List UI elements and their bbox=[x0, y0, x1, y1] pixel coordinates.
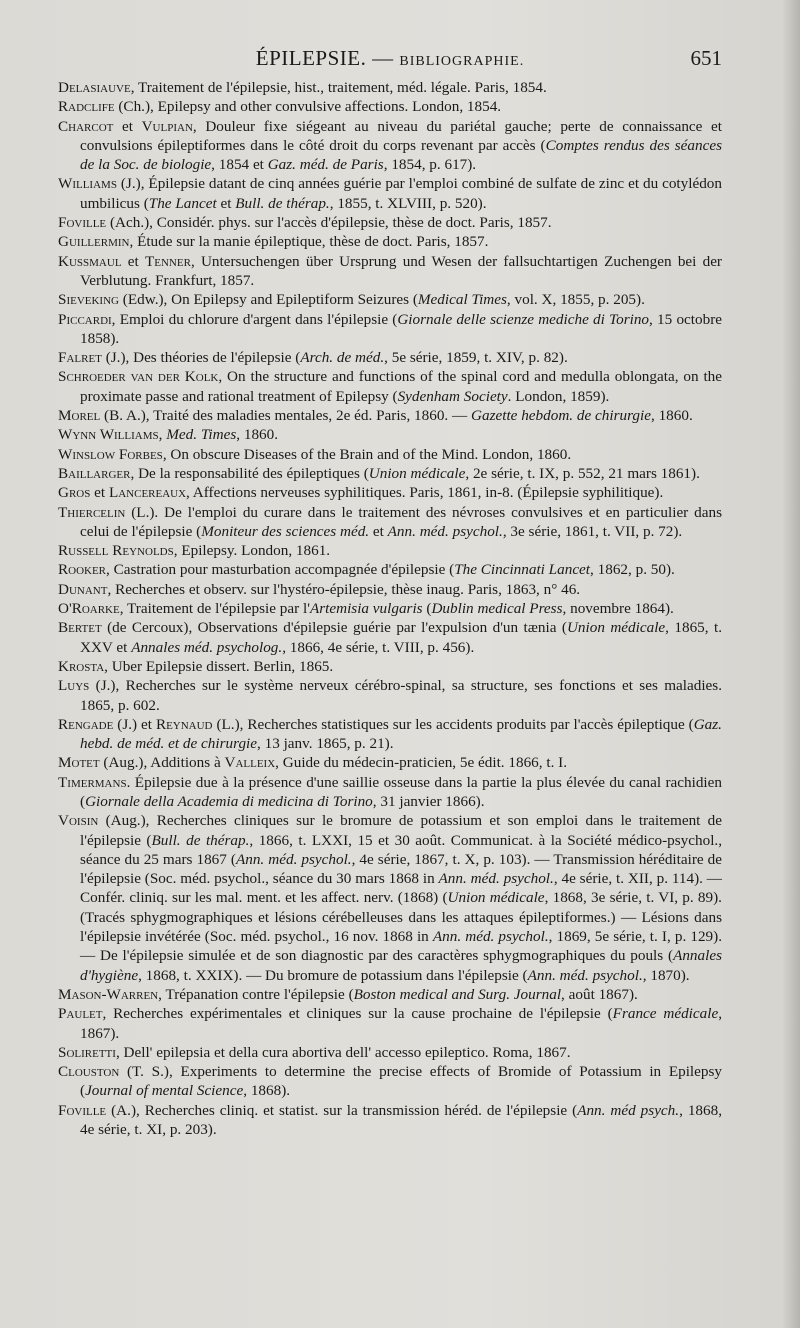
header-subtitle: BIBLIOGRAPHIE. bbox=[399, 54, 525, 69]
bibliography-entry bbox=[58, 1043, 722, 1062]
entry-text: , novembre 1864). bbox=[562, 600, 674, 618]
entry-text: (Ch.), Epilepsy and other convulsive affections. London, 1854. bbox=[114, 98, 502, 116]
bibliography-entry bbox=[58, 773, 722, 812]
entry-author: Piccardi bbox=[58, 310, 112, 328]
entry-text: (J.), Des théories de l'épilepsie ( bbox=[101, 349, 301, 367]
entry-source-title: Gaz. hebd. de méd. et de chirurgie bbox=[80, 715, 722, 753]
entry-text: , 1862, p. 50). bbox=[590, 561, 675, 579]
bibliography-entry bbox=[58, 406, 722, 425]
entry-text: , De la responsabilité des épileptiques ( bbox=[130, 464, 369, 482]
entry-text: (J.), Épilepsie datant de cinq années guérie par l'emploi combiné de sulfate de zinc et du cotylédon umbilicus ( bbox=[80, 175, 722, 212]
entry-text: (A.), Recherches cliniq. et statist. sur la transmission héréd. de l'épilepsie ( bbox=[106, 1101, 578, 1119]
entry-author: Vulpian bbox=[141, 117, 193, 135]
entry-source-title: Union médicale bbox=[566, 619, 666, 637]
entry-text: (L.), Recherches statistiques sur les accidents produits par l'accès épileptique ( bbox=[212, 715, 694, 733]
entry-text: , Douleur fixe siégeant au niveau du pariétal gauche; perte de connaissance et convulsions épileptiformes dans le côté droit du corps revenant par accès ( bbox=[80, 117, 722, 154]
entry-text: , 13 janv. 1865, p. 21). bbox=[257, 735, 394, 753]
entry-author: Motet bbox=[58, 754, 100, 772]
bibliography-entry bbox=[58, 425, 722, 444]
bibliography-entry bbox=[58, 1062, 722, 1101]
entry-source-title: Giornale delle scienze mediche di Torino bbox=[397, 310, 650, 328]
entry-source-title: Ann. méd. psychol. bbox=[235, 850, 352, 868]
entry-author: O'Roarke bbox=[58, 600, 120, 618]
bibliography-entry bbox=[58, 580, 722, 599]
bibliography-entry bbox=[58, 97, 722, 116]
entry-text: , 1865, t. XXV et bbox=[80, 619, 722, 656]
entry-text: , 15 octobre 1858). bbox=[80, 310, 722, 347]
entry-author: Foville bbox=[58, 1101, 107, 1119]
entry-source-title: The Cincinnati Lancet bbox=[454, 561, 591, 579]
entry-author: Morel bbox=[58, 407, 101, 425]
entry-text: , 1860. bbox=[650, 407, 693, 425]
bibliography-entry bbox=[58, 464, 722, 483]
entry-text: , 31 janvier 1866). bbox=[372, 792, 485, 810]
entry-source-title: France médicale bbox=[612, 1005, 719, 1023]
bibliography-entry bbox=[58, 753, 722, 772]
bibliography-entry bbox=[58, 657, 722, 676]
entry-source-title: Sydenham Society bbox=[397, 387, 508, 405]
entry-author: Charcot bbox=[58, 117, 114, 135]
entry-author: Schroeder van der Kolk bbox=[58, 368, 219, 386]
entry-text: (Edw.), On Epilepsy and Epileptiform Seizures ( bbox=[119, 291, 418, 309]
running-header bbox=[58, 42, 722, 74]
entry-author: Mason-Warren bbox=[58, 985, 159, 1003]
entry-text: . London, 1859). bbox=[507, 387, 610, 405]
entry-source-title: Bull. de thérap. bbox=[235, 194, 330, 212]
entry-text: et bbox=[216, 194, 236, 212]
entry-text: , 1867). bbox=[80, 1005, 722, 1042]
entry-text: et bbox=[90, 484, 109, 502]
entry-source-title: Dublin medical Press bbox=[431, 600, 563, 618]
header-title: ÉPILEPSIE. bbox=[255, 46, 367, 70]
entry-source-title: Ann. méd. psychol. bbox=[387, 522, 503, 540]
entry-source-title: The Lancet bbox=[148, 194, 217, 212]
entry-author: Russell Reynolds bbox=[58, 542, 174, 560]
entry-text: , Trépanation contre l'épilepsie ( bbox=[158, 985, 354, 1003]
bibliography-entry bbox=[58, 348, 722, 367]
entry-author: Dunant bbox=[58, 580, 108, 598]
entry-source-title: Ann. méd. psychol. bbox=[432, 928, 549, 946]
entry-source-title: Ann. méd. psychol. bbox=[527, 966, 643, 984]
entry-author: Voisin bbox=[58, 812, 99, 830]
entry-author: Radclife bbox=[58, 98, 115, 116]
entry-text: , août 1867). bbox=[561, 985, 638, 1003]
entry-text: , 1866, t. LXXI, 15 et 30 août. Communicat. à la Société médico-psychol., séance du 25 mars 1867 ( bbox=[80, 831, 723, 868]
bibliography-entry bbox=[58, 252, 722, 291]
entry-text: , 1855, t. XLVIII, p. 520). bbox=[329, 194, 487, 212]
entry-text: , Untersuchengen über Ursprung und Wesen der fallsuchtartigen Zuchengen bei der Verblutung. Frankfurt, 1857. bbox=[80, 252, 722, 289]
entry-source-title: Medical Times bbox=[417, 291, 507, 309]
entry-author: Sieveking bbox=[58, 291, 119, 309]
entry-source-title: Ann. méd psych. bbox=[577, 1101, 680, 1119]
entry-author: Rooker bbox=[58, 561, 107, 579]
entry-author: Luys bbox=[58, 677, 90, 695]
bibliography-entry bbox=[58, 483, 722, 502]
entry-source-title: Annales d'hygiène bbox=[80, 947, 722, 984]
entry-source-title: Moniteur des sciences méd. bbox=[201, 522, 370, 540]
entry-text: , 1860. bbox=[236, 426, 279, 444]
entry-text: , Guide du médecin-praticien, 5e édit. 1866, t. I. bbox=[275, 754, 568, 772]
entry-source-title: Gazette hebdom. de chirurgie bbox=[471, 407, 651, 425]
bibliography-list bbox=[58, 78, 722, 1139]
entry-author: Soliretti bbox=[58, 1043, 116, 1061]
header-separator: — bbox=[366, 46, 400, 70]
bibliography-entry bbox=[58, 310, 722, 349]
entry-text: ( bbox=[422, 600, 432, 618]
page-number: 651 bbox=[690, 46, 722, 70]
entry-text: , 1866, 4e série, t. VIII, p. 456). bbox=[282, 638, 475, 656]
entry-author: Thiercelin bbox=[58, 503, 126, 521]
entry-text: , On obscure Diseases of the Brain and of the Mind. London, 1860. bbox=[162, 445, 572, 463]
entry-source-title: Arch. de méd. bbox=[300, 349, 385, 367]
entry-text: et bbox=[113, 117, 142, 135]
entry-author: Kussmaul bbox=[58, 252, 122, 270]
entry-author: Foville bbox=[58, 214, 107, 232]
entry-text: , Recherches expérimentales et cliniques sur la cause prochaine de l'épilepsie ( bbox=[102, 1005, 613, 1023]
entry-text: , bbox=[158, 426, 167, 444]
page-edge-shadow bbox=[782, 0, 800, 1328]
bibliography-entry bbox=[58, 503, 722, 542]
running-title bbox=[58, 46, 722, 71]
entry-text: , Uber Epilepsie dissert. Berlin, 1865. bbox=[104, 657, 334, 675]
bibliography-entry bbox=[58, 715, 722, 754]
bibliography-entry bbox=[58, 599, 722, 618]
entry-source-title: Bull. de thérap. bbox=[151, 831, 250, 849]
entry-text: et bbox=[369, 522, 388, 540]
entry-author: Clouston bbox=[58, 1063, 120, 1081]
entry-author: Krosta bbox=[58, 657, 105, 675]
entry-text: , 4e série, 1867, t. X, p. 103). — Transmission héréditaire de l'épilepsie (Soc. méd. psychol., séance du 30 mars 1868 in bbox=[80, 850, 722, 888]
entry-text: , On the structure and functions of the spinal cord and medulla oblongata, on the proximate passe and rational treatment of Epilepsy ( bbox=[80, 368, 723, 405]
entry-author: Baillarger bbox=[58, 464, 131, 482]
bibliography-entry bbox=[58, 213, 722, 232]
entry-author: Paulet bbox=[58, 1005, 103, 1023]
entry-text: , 1868). bbox=[243, 1082, 291, 1100]
entry-author: Lancereaux bbox=[108, 484, 187, 502]
bibliography-entry bbox=[58, 676, 722, 715]
bibliography-entry bbox=[58, 811, 722, 985]
entry-text: (T. S.), Experiments to determine the precise effects of Bromide of Potassium in Epilepsy ( bbox=[80, 1063, 722, 1100]
entry-text: , Epilepsy. London, 1861. bbox=[173, 542, 331, 560]
bibliography-entry bbox=[58, 541, 722, 560]
entry-source-title: Boston medical and Surg. Journal bbox=[353, 985, 562, 1003]
entry-text: , Étude sur la manie épileptique, thèse de doct. Paris, 1857. bbox=[129, 233, 489, 251]
bibliography-entry bbox=[58, 560, 722, 579]
entry-text: (de Cercoux), Observations d'épilepsie guérie par l'expulsion d'un tænia ( bbox=[101, 619, 567, 637]
entry-text: , 2e série, t. IX, p. 552, 21 mars 1861). bbox=[465, 464, 700, 482]
bibliography-entry bbox=[58, 232, 722, 251]
entry-text: , 1870). bbox=[642, 966, 690, 984]
entry-author: Bertet bbox=[58, 619, 102, 637]
bibliography-entry bbox=[58, 290, 722, 309]
entry-source-title: Ann. méd. psychol. bbox=[438, 870, 554, 888]
entry-text: , Emploi du chlorure d'argent dans l'épilepsie ( bbox=[111, 310, 398, 328]
bibliography-entry bbox=[58, 445, 722, 464]
entry-text: (Aug.), Additions à bbox=[99, 754, 225, 772]
entry-source-title: Gaz. méd. de Paris bbox=[267, 156, 384, 174]
entry-text: (Ach.), Considér. phys. sur l'accès d'épilepsie, thèse de doct. Paris, 1857. bbox=[106, 214, 552, 232]
entry-source-title: Giornale della Academia di medicina di Torino bbox=[85, 792, 373, 810]
entry-text: , 1869, 5e série, t. I, p. 129). — De l'épilepsie simulée et de son diagnostic par des caractères sphygmographiques du pouls ( bbox=[80, 928, 722, 965]
entry-text: (J.), Recherches sur le système nerveux cérébro-spinal, sa structure, ses fonctions et ses maladies. 1865, p. 602. bbox=[80, 677, 722, 714]
entry-text: , Traitement de l'épilepsie, hist., traitement, méd. légale. Paris, 1854. bbox=[130, 79, 547, 96]
entry-text: , Traitement de l'épilepsie par l' bbox=[119, 600, 310, 618]
entry-source-title: Journal of mental Science bbox=[85, 1082, 244, 1100]
entry-text: (L.). De l'emploi du curare dans le traitement des névroses convulsives et en particulier dans celui de l'épilepsie ( bbox=[80, 503, 722, 540]
entry-author: Falret bbox=[58, 349, 102, 367]
entry-text: (Aug.), Recherches cliniques sur le bromure de potassium et son emploi dans le traitement de l'épilepsie ( bbox=[80, 812, 722, 849]
bibliography-entry bbox=[58, 117, 722, 175]
entry-source-title: Annales méd. psycholog. bbox=[131, 638, 283, 656]
entry-text: , 1868, 4e série, t. XI, p. 203). bbox=[80, 1101, 723, 1139]
entry-author: Wynn Williams bbox=[58, 426, 159, 444]
bibliography-entry bbox=[58, 1004, 722, 1043]
entry-source-title: Comptes rendus des séances de la Soc. de biologie bbox=[80, 136, 722, 174]
entry-text: , 3e série, 1861, t. VII, p. 72). bbox=[502, 522, 683, 540]
entry-text: , Dell' epilepsia et della cura abortiva dell' accesso epileptico. Roma, 1867. bbox=[115, 1043, 571, 1061]
entry-author: Valleix bbox=[224, 754, 276, 772]
entry-text: (B. A.), Traité des maladies mentales, 2e éd. Paris, 1860. — bbox=[100, 407, 472, 425]
bibliography-entry bbox=[58, 1101, 722, 1140]
entry-text: et bbox=[121, 252, 145, 270]
entry-text: , vol. X, 1855, p. 205). bbox=[506, 291, 645, 309]
entry-text: , Castration pour masturbation accompagnée d'épilepsie ( bbox=[106, 561, 455, 579]
entry-author: Williams bbox=[58, 175, 117, 193]
bibliography-entry bbox=[58, 985, 722, 1004]
entry-text: , 5e série, 1859, t. XIV, p. 82). bbox=[384, 349, 568, 367]
entry-text: (J.) et bbox=[113, 715, 156, 733]
entry-author: Timermans bbox=[58, 773, 127, 791]
entry-source-title: Med. Times bbox=[166, 426, 237, 444]
entry-author: Rengade bbox=[58, 715, 114, 733]
entry-text: , 1868, 3e série, t. VI, p. 89). (Tracés sphygmographiques et lésions cérébelleuses dans les attaques épileptiformes.) — Lésions dans l'épilepsie invétérée (Soc. méd. psychol., 16 nov. 1868 in bbox=[80, 889, 722, 946]
entry-author: Delasiauve bbox=[58, 79, 131, 96]
bibliography-entry bbox=[58, 618, 722, 657]
bibliography-entry bbox=[58, 174, 722, 213]
entry-source-title: Union médicale bbox=[447, 889, 545, 907]
entry-author: Guillermin bbox=[58, 233, 130, 251]
entry-text: , 4e série, t. XII, p. 114). — Confér. cliniq. sur les mal. ment. et les affect. nerv. (1868) ( bbox=[80, 870, 722, 907]
entry-author: Tenner bbox=[144, 252, 191, 270]
entry-author: Reynaud bbox=[155, 715, 213, 733]
bibliography-entry bbox=[58, 78, 722, 97]
entry-text: , 1854, p. 617). bbox=[383, 156, 477, 174]
entry-text: , 1854 et bbox=[211, 156, 268, 174]
entry-source-title: Union médicale bbox=[368, 464, 466, 482]
entry-text: , Affections nerveuses syphilitiques. Paris, 1861, in-8. (Épilepsie syphilitique). bbox=[186, 484, 664, 502]
entry-author: Winslow Forbes bbox=[58, 445, 163, 463]
entry-text: . Épilepsie due à la présence d'une saillie osseuse dans la partie la plus élevée du canal rachidien ( bbox=[80, 773, 722, 810]
entry-author: Gros bbox=[58, 484, 91, 502]
entry-text: , 1868, t. XXIX). — Du bromure de potassium dans l'épilepsie ( bbox=[138, 966, 528, 984]
entry-source-title: Artemisia vulgaris bbox=[309, 600, 423, 618]
entry-text: , Recherches et observ. sur l'hystéro-épilepsie, thèse inaug. Paris, 1863, n° 46. bbox=[107, 580, 581, 598]
bibliography-entry bbox=[58, 367, 722, 406]
